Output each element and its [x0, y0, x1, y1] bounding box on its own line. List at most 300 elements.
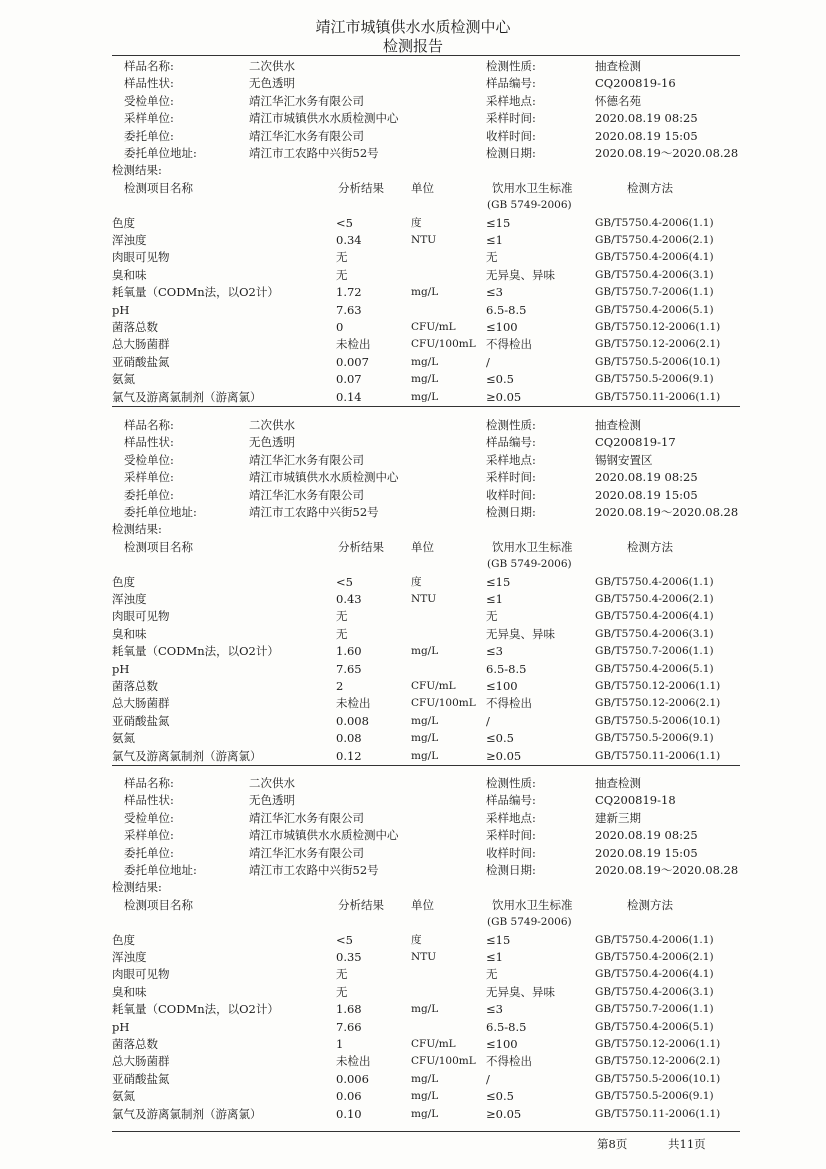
info-row: [0, 810, 826, 827]
table-row: [0, 591, 826, 608]
result-value: 0.43: [336, 592, 362, 606]
info-label: 委托单位地址:: [124, 505, 197, 519]
info-label: 收样时间:: [486, 487, 536, 502]
unit-value: NTU: [411, 234, 437, 246]
info-label: 采样时间:: [486, 111, 536, 126]
item-name: 总大肠菌群: [112, 696, 170, 711]
table-row: [0, 284, 826, 301]
method-value: GB/T5750.11-2006(1.1): [595, 1107, 721, 1120]
item-name: 亚硝酸盐氮: [112, 713, 170, 728]
result-value: 0.12: [336, 748, 362, 763]
table-row: [0, 984, 826, 1001]
info-label: 采样单位:: [124, 828, 174, 843]
column-header: 检测方法: [627, 180, 673, 195]
unit-value: NTU: [411, 593, 437, 605]
results-heading-row: [0, 162, 826, 179]
info-label: 样品性状:: [124, 793, 174, 808]
info-value: 2020.08.19 08:25: [595, 828, 698, 843]
item-name: 肉眼可见物: [112, 609, 170, 624]
info-label: 采样时间:: [486, 828, 536, 843]
standard-value: ≤3: [486, 1002, 503, 1017]
item-name: 菌落总数: [112, 679, 158, 693]
table-row: [0, 695, 826, 712]
result-value: <5: [336, 215, 353, 230]
table-row: [0, 215, 826, 232]
standard-value: ≥0.05: [486, 748, 522, 763]
standard-value: 无异臭、异味: [486, 984, 555, 999]
standard-value: 6.5-8.5: [486, 1019, 527, 1034]
result-value: 无: [336, 626, 348, 641]
method-value: GB/T5750.5-2006(9.1): [595, 373, 714, 386]
info-label: 检测日期:: [486, 505, 536, 519]
result-value: 7.65: [336, 661, 362, 676]
standard-value: ≤15: [486, 215, 511, 230]
info-value: 二次供水: [249, 776, 295, 790]
info-value: 靖江市城镇供水水质检测中心: [249, 470, 399, 485]
item-name: 亚硝酸盐氮: [112, 1071, 170, 1086]
unit-value: CFU/100mL: [411, 1055, 476, 1068]
page-total: 共11页: [668, 1137, 706, 1151]
unit-value: NTU: [411, 951, 437, 963]
info-row: [0, 452, 826, 469]
standard-value: ≤3: [486, 644, 503, 659]
info-label: 采样时间:: [486, 470, 536, 485]
table-row: [0, 354, 826, 371]
result-value: <5: [336, 932, 353, 947]
standard-value: ≥0.05: [486, 389, 522, 404]
info-value: CQ200819-17: [595, 435, 676, 450]
column-header: 分析结果: [338, 539, 384, 554]
standard-value: ≤3: [486, 285, 503, 300]
result-value: 1.72: [336, 285, 362, 300]
item-name: 臭和味: [112, 267, 147, 282]
info-value: 抽查检测: [595, 776, 641, 790]
item-name: 色度: [112, 574, 135, 589]
standard-value: ≤15: [486, 574, 511, 589]
standard-value: ≤15: [486, 932, 511, 947]
table-row: [0, 661, 826, 678]
result-value: 0.06: [336, 1089, 362, 1104]
divider: [112, 406, 740, 407]
info-value: 抽查检测: [595, 59, 641, 73]
info-value: 靖江华汇水务有限公司: [249, 487, 364, 502]
item-name: 浑浊度: [112, 950, 147, 964]
info-label: 检测性质:: [486, 418, 536, 432]
report-org-title: 靖江市城镇供水水质检测中心: [315, 18, 511, 36]
results-heading-row: [0, 521, 826, 538]
standard-value: /: [486, 1071, 490, 1086]
method-value: GB/T5750.12-2006(1.1): [595, 680, 721, 692]
standard-value: /: [486, 354, 490, 369]
item-name: 亚硝酸盐氮: [112, 354, 170, 369]
standard-value: 不得检出: [486, 696, 532, 711]
info-value: 2020.08.19 08:25: [595, 111, 698, 126]
info-row: [0, 128, 826, 145]
info-value: 靖江市城镇供水水质检测中心: [249, 111, 399, 126]
method-value: GB/T5750.4-2006(1.1): [595, 216, 714, 229]
table-row: [0, 1088, 826, 1105]
result-value: 7.63: [336, 302, 362, 317]
method-value: GB/T5750.4-2006(4.1): [595, 251, 714, 264]
method-value: GB/T5750.5-2006(9.1): [595, 1090, 714, 1103]
info-label: 检测性质:: [486, 59, 536, 73]
standard-value: ≤1: [486, 233, 503, 247]
unit-value: 度: [411, 575, 422, 588]
info-row: [0, 504, 826, 521]
info-label: 受检单位:: [124, 452, 174, 467]
info-row: [0, 58, 826, 75]
result-value: 0.10: [336, 1106, 362, 1121]
result-value: 0.07: [336, 372, 362, 387]
info-row: [0, 862, 826, 879]
unit-value: CFU/mL: [411, 680, 456, 692]
info-value: 2020.08.19 15:05: [595, 845, 698, 860]
info-label: 受检单位:: [124, 810, 174, 825]
item-name: 浑浊度: [112, 592, 147, 606]
info-value: 靖江华汇水务有限公司: [249, 128, 364, 143]
method-value: GB/T5750.7-2006(1.1): [595, 1003, 714, 1016]
column-header: 检测项目名称: [124, 539, 193, 554]
method-value: GB/T5750.4-2006(1.1): [595, 933, 714, 946]
result-value: 无: [336, 250, 348, 265]
method-value: GB/T5750.5-2006(10.1): [595, 355, 721, 368]
item-name: 耗氧量（CODMn法，以O2计）: [112, 285, 279, 300]
item-name: pH: [112, 302, 130, 317]
table-row: [0, 626, 826, 643]
item-name: pH: [112, 1019, 130, 1034]
standard-value: ≤100: [486, 1037, 518, 1051]
divider: [112, 55, 740, 56]
standard-value: 6.5-8.5: [486, 302, 527, 317]
table-row: [0, 1036, 826, 1053]
column-header: 检测方法: [627, 897, 673, 912]
item-name: pH: [112, 661, 130, 676]
info-label: 样品编号:: [486, 435, 536, 450]
table-row: [0, 1019, 826, 1036]
result-value: 0.34: [336, 233, 362, 247]
standard-value: ≤0.5: [486, 731, 514, 746]
info-label: 样品编号:: [486, 793, 536, 808]
result-value: 7.66: [336, 1019, 362, 1034]
column-header: 单位: [411, 539, 434, 554]
info-value: 靖江市工农路中兴街52号: [249, 146, 379, 160]
method-value: GB/T5750.7-2006(1.1): [595, 645, 714, 658]
unit-value: mg/L: [411, 390, 439, 403]
info-row: [0, 75, 826, 92]
info-label: 检测日期:: [486, 146, 536, 160]
info-value: 二次供水: [249, 418, 295, 432]
column-header: 饮用水卫生标准: [492, 180, 573, 195]
standard-value: ≤0.5: [486, 1089, 514, 1104]
method-value: GB/T5750.12-2006(1.1): [595, 1038, 721, 1050]
unit-value: mg/L: [411, 1003, 439, 1016]
result-value: 1.60: [336, 644, 362, 659]
result-value: 未检出: [336, 1054, 371, 1069]
standard-value: 无: [486, 609, 498, 624]
method-value: GB/T5750.4-2006(4.1): [595, 968, 714, 981]
item-name: 氯气及游离氯制剂（游离氯）: [112, 748, 262, 763]
results-heading: 检测结果:: [112, 522, 162, 537]
info-label: 委托单位地址:: [124, 863, 197, 877]
method-value: GB/T5750.5-2006(9.1): [595, 732, 714, 745]
item-name: 肉眼可见物: [112, 967, 170, 982]
table-row: [0, 1053, 826, 1070]
standard-value: /: [486, 713, 490, 728]
unit-value: mg/L: [411, 732, 439, 745]
info-label: 样品名称:: [124, 776, 174, 790]
column-header: 单位: [411, 180, 434, 195]
column-header-sub: (GB 5749-2006): [487, 558, 572, 571]
table-row: [0, 302, 826, 319]
info-row: [0, 792, 826, 809]
table-row: [0, 336, 826, 353]
item-name: 氨氮: [112, 1089, 135, 1104]
divider: [112, 765, 740, 766]
unit-value: 度: [411, 933, 422, 946]
column-header: 分析结果: [338, 180, 384, 195]
item-name: 菌落总数: [112, 1037, 158, 1051]
unit-value: 度: [411, 216, 422, 229]
result-value: 0.007: [336, 354, 369, 369]
method-value: GB/T5750.5-2006(10.1): [595, 1072, 721, 1085]
info-label: 样品性状:: [124, 76, 174, 91]
result-value: 未检出: [336, 696, 371, 711]
table-row: [0, 1001, 826, 1018]
report-doc-title: 检测报告: [382, 37, 443, 55]
result-value: 1.68: [336, 1002, 362, 1017]
column-header: 检测项目名称: [124, 897, 193, 912]
table-row: [0, 267, 826, 284]
method-value: GB/T5750.4-2006(1.1): [595, 575, 714, 588]
result-value: <5: [336, 574, 353, 589]
info-value: 2020.08.19～2020.08.28: [595, 146, 739, 160]
item-name: 肉眼可见物: [112, 250, 170, 265]
item-name: 氯气及游离氯制剂（游离氯）: [112, 1106, 262, 1121]
info-label: 委托单位地址:: [124, 146, 197, 160]
table-header-row: [0, 897, 826, 914]
standard-value: ≤100: [486, 320, 518, 334]
unit-value: mg/L: [411, 1072, 439, 1085]
unit-value: mg/L: [411, 749, 439, 762]
table-row: [0, 966, 826, 983]
table-header-row: [0, 180, 826, 197]
standard-value: 无: [486, 250, 498, 265]
info-label: 采样地点:: [486, 452, 536, 467]
method-value: GB/T5750.4-2006(5.1): [595, 1020, 714, 1033]
info-row: [0, 417, 826, 434]
info-label: 委托单位:: [124, 845, 174, 860]
info-value: 无色透明: [249, 793, 295, 808]
divider: [112, 1131, 740, 1132]
info-row: [0, 487, 826, 504]
table-header-row: [0, 197, 826, 214]
info-value: 2020.08.19 15:05: [595, 487, 698, 502]
table-row: [0, 371, 826, 388]
table-header-row: [0, 914, 826, 931]
table-row: [0, 678, 826, 695]
page-number: 第8页: [597, 1137, 628, 1151]
method-value: GB/T5750.4-2006(3.1): [595, 268, 714, 281]
table-row: [0, 748, 826, 765]
result-value: 0: [336, 320, 344, 334]
unit-value: mg/L: [411, 373, 439, 386]
info-value: 靖江华汇水务有限公司: [249, 452, 364, 467]
info-label: 采样地点:: [486, 810, 536, 825]
result-value: 0.008: [336, 713, 369, 728]
method-value: GB/T5750.11-2006(1.1): [595, 749, 721, 762]
info-value: 锡钢安置区: [595, 452, 653, 467]
results-heading: 检测结果:: [112, 163, 162, 178]
standard-value: ≤100: [486, 679, 518, 693]
info-value: 靖江市工农路中兴街52号: [249, 505, 379, 519]
method-value: GB/T5750.4-2006(4.1): [595, 610, 714, 623]
result-value: 无: [336, 967, 348, 982]
method-value: GB/T5750.7-2006(1.1): [595, 286, 714, 299]
method-value: GB/T5750.4-2006(3.1): [595, 627, 714, 640]
result-value: 1: [336, 1037, 344, 1051]
item-name: 耗氧量（CODMn法，以O2计）: [112, 1002, 279, 1017]
table-row: [0, 932, 826, 949]
standard-value: 无: [486, 967, 498, 982]
item-name: 臭和味: [112, 984, 147, 999]
info-value: 建新三期: [595, 810, 641, 825]
item-name: 浑浊度: [112, 233, 147, 247]
info-label: 收样时间:: [486, 845, 536, 860]
info-row: [0, 434, 826, 451]
unit-value: CFU/mL: [411, 321, 456, 333]
unit-value: mg/L: [411, 355, 439, 368]
standard-value: ≤1: [486, 950, 503, 964]
info-row: [0, 145, 826, 162]
info-label: 委托单位:: [124, 487, 174, 502]
info-label: 采样单位:: [124, 111, 174, 126]
item-name: 臭和味: [112, 626, 147, 641]
table-row: [0, 949, 826, 966]
result-value: 无: [336, 984, 348, 999]
info-value: 无色透明: [249, 76, 295, 91]
results-heading: 检测结果:: [112, 880, 162, 895]
method-value: GB/T5750.4-2006(3.1): [595, 985, 714, 998]
unit-value: mg/L: [411, 645, 439, 658]
unit-value: CFU/mL: [411, 1038, 456, 1050]
unit-value: mg/L: [411, 286, 439, 299]
method-value: GB/T5750.12-2006(2.1): [595, 338, 721, 351]
column-header-sub: (GB 5749-2006): [487, 199, 572, 212]
info-value: 2020.08.19 08:25: [595, 470, 698, 485]
result-value: 0.14: [336, 389, 362, 404]
standard-value: ≤0.5: [486, 372, 514, 387]
method-value: GB/T5750.4-2006(2.1): [595, 951, 714, 963]
info-value: 怀德名苑: [595, 93, 641, 108]
info-label: 检测日期:: [486, 863, 536, 877]
info-label: 采样单位:: [124, 470, 174, 485]
table-row: [0, 1071, 826, 1088]
info-row: [0, 93, 826, 110]
info-value: 靖江市工农路中兴街52号: [249, 863, 379, 877]
item-name: 氯气及游离氯制剂（游离氯）: [112, 389, 262, 404]
column-header: 分析结果: [338, 897, 384, 912]
table-row: [0, 389, 826, 406]
result-value: 无: [336, 609, 348, 624]
result-value: 2: [336, 679, 344, 693]
info-row: [0, 827, 826, 844]
unit-value: mg/L: [411, 1107, 439, 1120]
method-value: GB/T5750.4-2006(2.1): [595, 593, 714, 605]
table-row: [0, 643, 826, 660]
method-value: GB/T5750.12-2006(2.1): [595, 697, 721, 710]
method-value: GB/T5750.4-2006(5.1): [595, 303, 714, 316]
item-name: 氨氮: [112, 731, 135, 746]
standard-value: ≥0.05: [486, 1106, 522, 1121]
table-row: [0, 249, 826, 266]
info-label: 采样地点:: [486, 93, 536, 108]
table-row: [0, 713, 826, 730]
method-value: GB/T5750.4-2006(5.1): [595, 662, 714, 675]
column-header: 饮用水卫生标准: [492, 539, 573, 554]
method-value: GB/T5750.4-2006(2.1): [595, 234, 714, 246]
column-header-sub: (GB 5749-2006): [487, 916, 572, 929]
info-value: CQ200819-18: [595, 793, 676, 808]
unit-value: mg/L: [411, 1090, 439, 1103]
item-name: 总大肠菌群: [112, 337, 170, 352]
table-row: [0, 232, 826, 249]
table-header-row: [0, 556, 826, 573]
item-name: 色度: [112, 215, 135, 230]
column-header: 饮用水卫生标准: [492, 897, 573, 912]
item-name: 氨氮: [112, 372, 135, 387]
info-value: 靖江市城镇供水水质检测中心: [249, 828, 399, 843]
info-value: CQ200819-16: [595, 76, 676, 91]
info-value: 抽查检测: [595, 418, 641, 432]
result-value: 无: [336, 267, 348, 282]
standard-value: 不得检出: [486, 337, 532, 352]
info-label: 检测性质:: [486, 776, 536, 790]
info-value: 靖江华汇水务有限公司: [249, 810, 364, 825]
info-row: [0, 775, 826, 792]
info-label: 样品名称:: [124, 418, 174, 432]
info-label: 样品性状:: [124, 435, 174, 450]
unit-value: CFU/100mL: [411, 697, 476, 710]
info-value: 2020.08.19～2020.08.28: [595, 505, 739, 519]
standard-value: 无异臭、异味: [486, 626, 555, 641]
results-heading-row: [0, 879, 826, 896]
info-value: 靖江华汇水务有限公司: [249, 845, 364, 860]
info-label: 样品名称:: [124, 59, 174, 73]
info-value: 靖江华汇水务有限公司: [249, 93, 364, 108]
column-header: 检测方法: [627, 539, 673, 554]
info-label: 样品编号:: [486, 76, 536, 91]
table-row: [0, 608, 826, 625]
info-row: [0, 845, 826, 862]
unit-value: CFU/100mL: [411, 338, 476, 351]
standard-value: 无异臭、异味: [486, 267, 555, 282]
item-name: 耗氧量（CODMn法，以O2计）: [112, 644, 279, 659]
table-row: [0, 574, 826, 591]
item-name: 菌落总数: [112, 320, 158, 334]
item-name: 色度: [112, 932, 135, 947]
table-row: [0, 730, 826, 747]
standard-value: ≤1: [486, 592, 503, 606]
table-row: [0, 319, 826, 336]
method-value: GB/T5750.12-2006(1.1): [595, 321, 721, 333]
info-label: 委托单位:: [124, 128, 174, 143]
info-value: 2020.08.19～2020.08.28: [595, 863, 739, 877]
method-value: GB/T5750.11-2006(1.1): [595, 390, 721, 403]
info-value: 2020.08.19 15:05: [595, 128, 698, 143]
info-row: [0, 469, 826, 486]
info-label: 受检单位:: [124, 93, 174, 108]
unit-value: mg/L: [411, 714, 439, 727]
